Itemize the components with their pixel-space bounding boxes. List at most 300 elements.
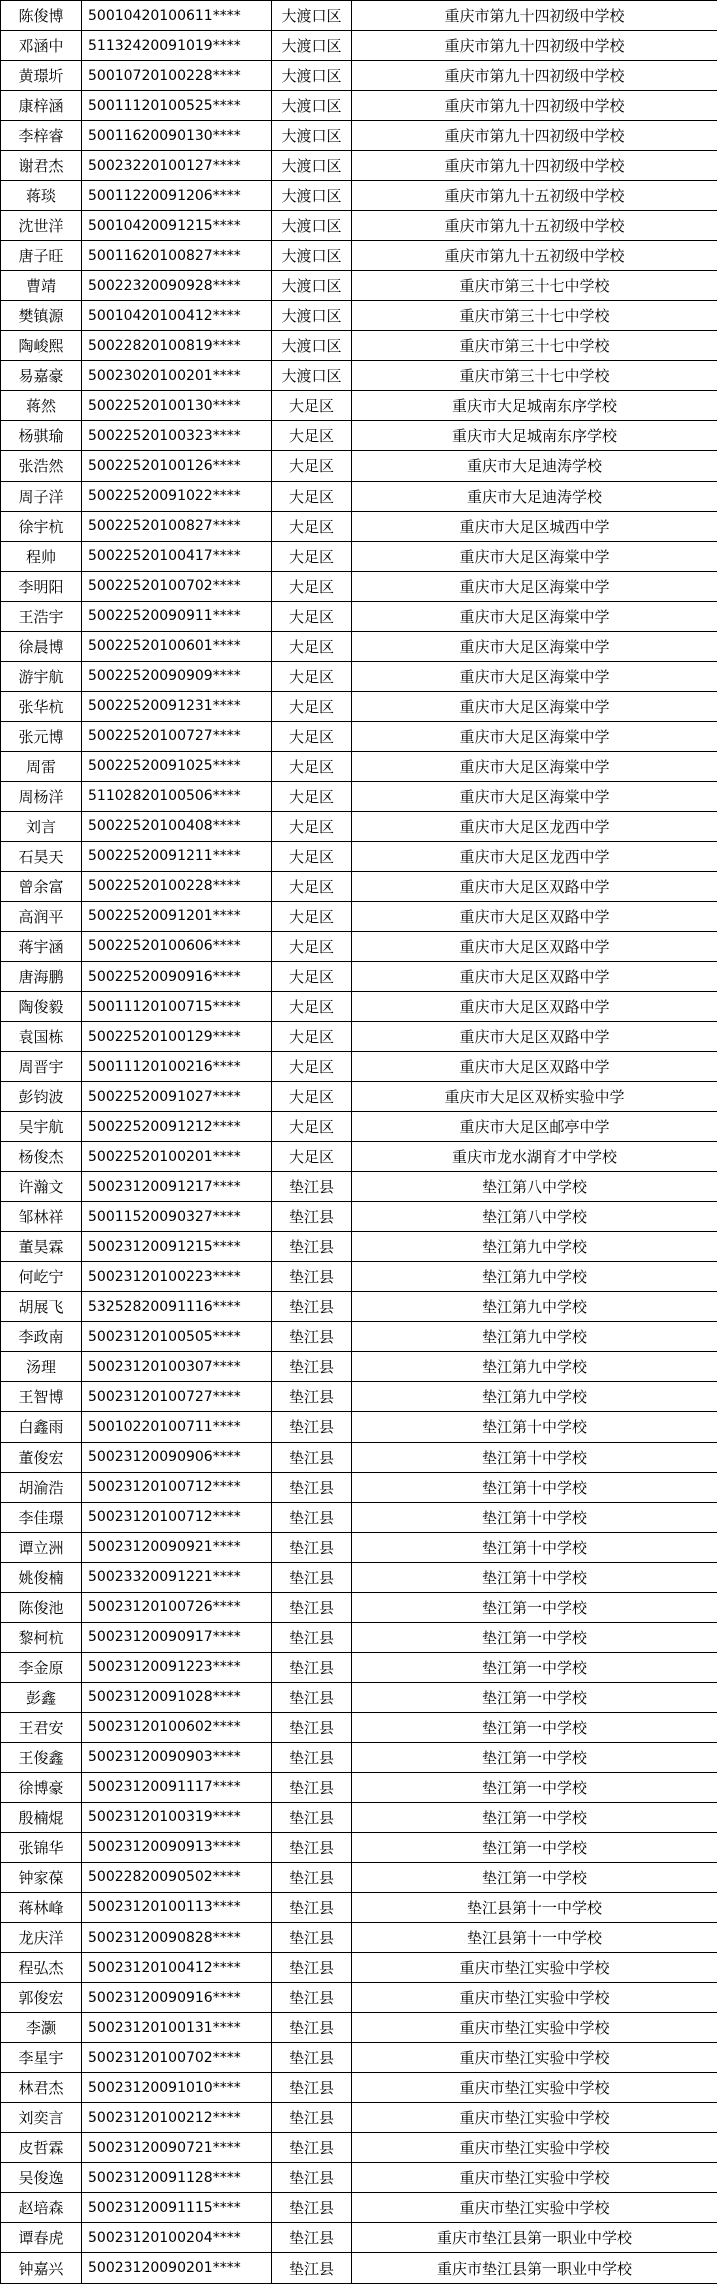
- school-cell: 重庆市大足迪涛学校: [352, 481, 717, 511]
- school-cell: 垫江第九中学校: [352, 1292, 717, 1322]
- district-cell: 大足区: [272, 691, 352, 721]
- table-row: [1, 511, 717, 541]
- table-row: [1, 1742, 717, 1772]
- student-name-cell: 周晋宇: [1, 1052, 82, 1082]
- student-name-cell: 高润平: [1, 901, 82, 931]
- school-cell: 重庆市大足城南东序学校: [352, 391, 717, 421]
- table-row: [1, 571, 717, 601]
- id-number-cell: 50010420100412****: [82, 301, 272, 331]
- school-cell: 重庆市大足区海棠中学: [352, 601, 717, 631]
- table-row: [1, 1412, 717, 1442]
- school-cell: 重庆市垫江县第一职业中学校: [352, 2253, 717, 2284]
- table-row: [1, 1142, 717, 1172]
- school-cell: 重庆市垫江实验中学校: [352, 2013, 717, 2043]
- student-name-cell: 陈俊池: [1, 1592, 82, 1622]
- school-cell: 垫江第一中学校: [352, 1652, 717, 1682]
- district-cell: 大渡口区: [272, 211, 352, 241]
- id-number-cell: 50011620090130****: [82, 121, 272, 151]
- id-number-cell: 50023120090903****: [82, 1742, 272, 1772]
- student-name-cell: 李灏: [1, 2013, 82, 2043]
- student-name-cell: 蒋宇涵: [1, 931, 82, 961]
- school-cell: 重庆市大足区海棠中学: [352, 571, 717, 601]
- id-number-cell: 50023120100307****: [82, 1352, 272, 1382]
- district-cell: 垫江县: [272, 1382, 352, 1412]
- school-cell: 重庆市大足区双路中学: [352, 1022, 717, 1052]
- student-name-cell: 程帅: [1, 541, 82, 571]
- district-cell: 大足区: [272, 901, 352, 931]
- school-cell: 重庆市第九十五初级中学校: [352, 241, 717, 271]
- id-number-cell: 50023120100223****: [82, 1262, 272, 1292]
- school-cell: 重庆市第九十四初级中学校: [352, 121, 717, 151]
- school-cell: 重庆市大足区海棠中学: [352, 691, 717, 721]
- table-row: [1, 1923, 717, 1953]
- school-cell: 重庆市第九十四初级中学校: [352, 61, 717, 91]
- school-cell: 重庆市大足区双路中学: [352, 1052, 717, 1082]
- school-cell: 垫江第十中学校: [352, 1442, 717, 1472]
- school-cell: 重庆市垫江实验中学校: [352, 1953, 717, 1983]
- school-cell: 重庆市大足区海棠中学: [352, 721, 717, 751]
- district-cell: 大足区: [272, 1112, 352, 1142]
- id-number-cell: 50022520100201****: [82, 1142, 272, 1172]
- table-row: [1, 1712, 717, 1742]
- id-number-cell: 50011120100216****: [82, 1052, 272, 1082]
- table-row: [1, 271, 717, 301]
- id-number-cell: 50023220100127****: [82, 151, 272, 181]
- id-number-cell: 50022520100323****: [82, 421, 272, 451]
- school-cell: 重庆市大足迪涛学校: [352, 451, 717, 481]
- student-name-cell: 沈世洋: [1, 211, 82, 241]
- table-row: [1, 1802, 717, 1832]
- student-name-cell: 彭鑫: [1, 1682, 82, 1712]
- school-cell: 重庆市垫江实验中学校: [352, 2073, 717, 2103]
- student-name-cell: 谭春虎: [1, 2223, 82, 2253]
- table-row: [1, 631, 717, 661]
- student-name-cell: 蒋琰: [1, 181, 82, 211]
- id-number-cell: 50023120091215****: [82, 1232, 272, 1262]
- student-name-cell: 程弘杰: [1, 1953, 82, 1983]
- table-row: [1, 2163, 717, 2193]
- id-number-cell: 50023120100412****: [82, 1953, 272, 1983]
- table-row: [1, 2253, 717, 2284]
- id-number-cell: 50022520091211****: [82, 841, 272, 871]
- id-number-cell: 50023120100712****: [82, 1472, 272, 1502]
- school-cell: 垫江第十中学校: [352, 1472, 717, 1502]
- table-row: [1, 121, 717, 151]
- student-name-cell: 邹林祥: [1, 1202, 82, 1232]
- table-row: [1, 781, 717, 811]
- student-name-cell: 易嘉豪: [1, 361, 82, 391]
- school-cell: 重庆市大足区双路中学: [352, 871, 717, 901]
- student-name-cell: 樊镇源: [1, 301, 82, 331]
- district-cell: 垫江县: [272, 1862, 352, 1892]
- id-number-cell: 50010220100711****: [82, 1412, 272, 1442]
- district-cell: 垫江县: [272, 2163, 352, 2193]
- district-cell: 大足区: [272, 992, 352, 1022]
- school-cell: 重庆市大足城南东序学校: [352, 421, 717, 451]
- table-row: [1, 1472, 717, 1502]
- id-number-cell: 50023120091217****: [82, 1172, 272, 1202]
- table-row: [1, 1322, 717, 1352]
- district-cell: 大足区: [272, 811, 352, 841]
- table-row: [1, 1052, 717, 1082]
- table-row: [1, 1352, 717, 1382]
- school-cell: 重庆市垫江县第一职业中学校: [352, 2223, 717, 2253]
- district-cell: 大渡口区: [272, 31, 352, 61]
- id-number-cell: 50022520100727****: [82, 721, 272, 751]
- id-number-cell: 50023120090828****: [82, 1923, 272, 1953]
- district-cell: 垫江县: [272, 1202, 352, 1232]
- district-cell: 大足区: [272, 571, 352, 601]
- student-name-cell: 李明阳: [1, 571, 82, 601]
- table-row: [1, 841, 717, 871]
- district-cell: 垫江县: [272, 1442, 352, 1472]
- student-name-cell: 周杨洋: [1, 781, 82, 811]
- school-cell: 重庆市垫江实验中学校: [352, 2133, 717, 2163]
- id-number-cell: 50022520100228****: [82, 871, 272, 901]
- district-cell: 大足区: [272, 631, 352, 661]
- id-number-cell: 50023120091010****: [82, 2073, 272, 2103]
- student-name-cell: 张元博: [1, 721, 82, 751]
- district-cell: 大渡口区: [272, 1, 352, 31]
- school-cell: 垫江第一中学校: [352, 1802, 717, 1832]
- school-cell: 垫江第一中学校: [352, 1772, 717, 1802]
- district-cell: 大渡口区: [272, 181, 352, 211]
- id-number-cell: 50011120100525****: [82, 91, 272, 121]
- student-name-cell: 钟嘉兴: [1, 2253, 82, 2284]
- school-cell: 重庆市第九十四初级中学校: [352, 151, 717, 181]
- school-cell: 重庆市第九十四初级中学校: [352, 1, 717, 31]
- student-name-cell: 蒋然: [1, 391, 82, 421]
- school-cell: 重庆市大足区海棠中学: [352, 661, 717, 691]
- school-cell: 重庆市大足区龙西中学: [352, 811, 717, 841]
- school-cell: 重庆市大足区海棠中学: [352, 781, 717, 811]
- id-number-cell: 51132420091019****: [82, 31, 272, 61]
- district-cell: 大足区: [272, 511, 352, 541]
- table-row: [1, 1442, 717, 1472]
- school-cell: 垫江第九中学校: [352, 1352, 717, 1382]
- district-cell: 大渡口区: [272, 361, 352, 391]
- table-row: [1, 1202, 717, 1232]
- school-cell: 重庆市大足区城西中学: [352, 511, 717, 541]
- id-number-cell: 50022820100819****: [82, 331, 272, 361]
- student-name-cell: 彭钧波: [1, 1082, 82, 1112]
- table-row: [1, 1622, 717, 1652]
- school-cell: 重庆市第三十七中学校: [352, 361, 717, 391]
- student-name-cell: 董俊宏: [1, 1442, 82, 1472]
- student-name-cell: 陶俊毅: [1, 992, 82, 1022]
- student-name-cell: 姚俊楠: [1, 1562, 82, 1592]
- id-number-cell: 51102820100506****: [82, 781, 272, 811]
- district-cell: 大足区: [272, 871, 352, 901]
- district-cell: 垫江县: [272, 1682, 352, 1712]
- table-row: [1, 1022, 717, 1052]
- id-number-cell: 50023120100702****: [82, 2043, 272, 2073]
- school-cell: 重庆市第九十五初级中学校: [352, 181, 717, 211]
- table-row: [1, 1082, 717, 1112]
- district-cell: 大足区: [272, 601, 352, 631]
- school-cell: 重庆市大足区邮亭中学: [352, 1112, 717, 1142]
- district-cell: 大足区: [272, 841, 352, 871]
- id-number-cell: 50023120100505****: [82, 1322, 272, 1352]
- id-number-cell: 50022520090909****: [82, 661, 272, 691]
- district-cell: 大足区: [272, 931, 352, 961]
- student-name-cell: 石昊天: [1, 841, 82, 871]
- student-name-cell: 郭俊宏: [1, 1983, 82, 2013]
- district-cell: 大渡口区: [272, 121, 352, 151]
- table-row: [1, 1772, 717, 1802]
- id-number-cell: 50022520090916****: [82, 962, 272, 992]
- id-number-cell: 50023120100131****: [82, 2013, 272, 2043]
- student-name-cell: 杨俊杰: [1, 1142, 82, 1172]
- student-name-cell: 蒋林峰: [1, 1892, 82, 1922]
- table-row: [1, 2133, 717, 2163]
- school-cell: 重庆市大足区海棠中学: [352, 541, 717, 571]
- student-name-cell: 张华杭: [1, 691, 82, 721]
- id-number-cell: 50022820090502****: [82, 1862, 272, 1892]
- id-number-cell: 50022520100130****: [82, 391, 272, 421]
- school-cell: 垫江第十中学校: [352, 1532, 717, 1562]
- id-number-cell: 50022520091025****: [82, 751, 272, 781]
- table-row: [1, 181, 717, 211]
- table-row: [1, 992, 717, 1022]
- table-row: [1, 2073, 717, 2103]
- district-cell: 垫江县: [272, 1352, 352, 1382]
- district-cell: 垫江县: [272, 1412, 352, 1442]
- student-name-cell: 陈俊博: [1, 1, 82, 31]
- table-row: [1, 962, 717, 992]
- district-cell: 垫江县: [272, 1772, 352, 1802]
- student-name-cell: 李佳璟: [1, 1502, 82, 1532]
- school-cell: 垫江第九中学校: [352, 1232, 717, 1262]
- school-cell: 垫江第一中学校: [352, 1622, 717, 1652]
- school-cell: 垫江第一中学校: [352, 1832, 717, 1862]
- student-name-cell: 殷楠焜: [1, 1802, 82, 1832]
- district-cell: 大渡口区: [272, 151, 352, 181]
- district-cell: 垫江县: [272, 1983, 352, 2013]
- student-name-cell: 龙庆洋: [1, 1923, 82, 1953]
- table-row: [1, 451, 717, 481]
- district-cell: 大足区: [272, 781, 352, 811]
- student-name-cell: 曹靖: [1, 271, 82, 301]
- id-number-cell: 50023120090913****: [82, 1832, 272, 1862]
- student-name-cell: 胡渝浩: [1, 1472, 82, 1502]
- student-table-body: [1, 1, 717, 2284]
- student-name-cell: 吴宇航: [1, 1112, 82, 1142]
- district-cell: 垫江县: [272, 1292, 352, 1322]
- student-name-cell: 周雷: [1, 751, 82, 781]
- district-cell: 垫江县: [272, 1832, 352, 1862]
- school-cell: 重庆市第九十四初级中学校: [352, 31, 717, 61]
- id-number-cell: 50011120100715****: [82, 992, 272, 1022]
- school-cell: 重庆市大足区海棠中学: [352, 631, 717, 661]
- id-number-cell: 50023120091117****: [82, 1772, 272, 1802]
- school-cell: 重庆市第九十五初级中学校: [352, 211, 717, 241]
- school-cell: 重庆市垫江实验中学校: [352, 2163, 717, 2193]
- district-cell: 垫江县: [272, 2223, 352, 2253]
- table-row: [1, 1382, 717, 1412]
- student-name-cell: 陶峻熙: [1, 331, 82, 361]
- id-number-cell: 50022520091212****: [82, 1112, 272, 1142]
- student-name-cell: 王君安: [1, 1712, 82, 1742]
- district-cell: 大足区: [272, 481, 352, 511]
- student-name-cell: 刘言: [1, 811, 82, 841]
- school-cell: 重庆市第三十七中学校: [352, 331, 717, 361]
- table-row: [1, 601, 717, 631]
- school-cell: 重庆市大足区双路中学: [352, 962, 717, 992]
- id-number-cell: 50023120090916****: [82, 1983, 272, 2013]
- table-row: [1, 871, 717, 901]
- student-name-cell: 曾余富: [1, 871, 82, 901]
- student-name-cell: 黎柯杭: [1, 1622, 82, 1652]
- student-name-cell: 汤理: [1, 1352, 82, 1382]
- student-name-cell: 李星宇: [1, 2043, 82, 2073]
- table-row: [1, 1172, 717, 1202]
- table-row: [1, 1262, 717, 1292]
- school-cell: 垫江县第十一中学校: [352, 1923, 717, 1953]
- student-name-cell: 黄璟圻: [1, 61, 82, 91]
- student-name-cell: 王俊鑫: [1, 1742, 82, 1772]
- student-name-cell: 徐晨博: [1, 631, 82, 661]
- district-cell: 垫江县: [272, 1232, 352, 1262]
- id-number-cell: 50023120100727****: [82, 1382, 272, 1412]
- id-number-cell: 50022520100827****: [82, 511, 272, 541]
- id-number-cell: 50011620100827****: [82, 241, 272, 271]
- table-row: [1, 1532, 717, 1562]
- student-name-cell: 周子洋: [1, 481, 82, 511]
- table-row: [1, 1502, 717, 1532]
- id-number-cell: 50023120100113****: [82, 1892, 272, 1922]
- table-row: [1, 1983, 717, 2013]
- school-cell: 垫江第十中学校: [352, 1502, 717, 1532]
- student-name-cell: 白鑫雨: [1, 1412, 82, 1442]
- student-name-cell: 游宇航: [1, 661, 82, 691]
- table-row: [1, 2043, 717, 2073]
- table-row: [1, 61, 717, 91]
- table-row: [1, 2223, 717, 2253]
- table-row: [1, 751, 717, 781]
- table-row: [1, 2103, 717, 2133]
- school-cell: 垫江县第十一中学校: [352, 1892, 717, 1922]
- district-cell: 大渡口区: [272, 301, 352, 331]
- table-row: [1, 1562, 717, 1592]
- school-cell: 重庆市垫江实验中学校: [352, 2193, 717, 2223]
- id-number-cell: 50022520100408****: [82, 811, 272, 841]
- district-cell: 垫江县: [272, 2013, 352, 2043]
- student-name-cell: 袁国栋: [1, 1022, 82, 1052]
- table-row: [1, 481, 717, 511]
- school-cell: 重庆市大足区双路中学: [352, 931, 717, 961]
- table-row: [1, 2193, 717, 2223]
- student-name-cell: 刘奕言: [1, 2103, 82, 2133]
- student-name-cell: 王浩宇: [1, 601, 82, 631]
- id-number-cell: 50023120090917****: [82, 1622, 272, 1652]
- school-cell: 垫江第八中学校: [352, 1172, 717, 1202]
- id-number-cell: 50022520091231****: [82, 691, 272, 721]
- id-number-cell: 50010720100228****: [82, 61, 272, 91]
- table-row: [1, 2013, 717, 2043]
- district-cell: 大渡口区: [272, 241, 352, 271]
- student-name-cell: 许瀚文: [1, 1172, 82, 1202]
- district-cell: 垫江县: [272, 1923, 352, 1953]
- student-name-cell: 何屹宁: [1, 1262, 82, 1292]
- district-cell: 垫江县: [272, 2073, 352, 2103]
- district-cell: 垫江县: [272, 1953, 352, 1983]
- id-number-cell: 50022520100417****: [82, 541, 272, 571]
- id-number-cell: 50022520100129****: [82, 1022, 272, 1052]
- table-row: [1, 31, 717, 61]
- id-number-cell: 50022520091027****: [82, 1082, 272, 1112]
- id-number-cell: 50022520100601****: [82, 631, 272, 661]
- district-cell: 垫江县: [272, 1562, 352, 1592]
- district-cell: 垫江县: [272, 1322, 352, 1352]
- district-cell: 垫江县: [272, 1712, 352, 1742]
- district-cell: 大渡口区: [272, 331, 352, 361]
- id-number-cell: 50023120100204****: [82, 2223, 272, 2253]
- table-row: [1, 421, 717, 451]
- student-name-cell: 唐海鹏: [1, 962, 82, 992]
- district-cell: 垫江县: [272, 1802, 352, 1832]
- table-row: [1, 1292, 717, 1322]
- table-row: [1, 1, 717, 31]
- student-name-cell: 徐宇杭: [1, 511, 82, 541]
- table-row: [1, 91, 717, 121]
- table-row: [1, 811, 717, 841]
- district-cell: 垫江县: [272, 2043, 352, 2073]
- id-number-cell: 50023020100201****: [82, 361, 272, 391]
- table-row: [1, 241, 717, 271]
- id-number-cell: 53252820091116****: [82, 1292, 272, 1322]
- id-number-cell: 50023120091128****: [82, 2163, 272, 2193]
- school-cell: 重庆市垫江实验中学校: [352, 2043, 717, 2073]
- school-cell: 重庆市大足区龙西中学: [352, 841, 717, 871]
- student-name-cell: 胡展飞: [1, 1292, 82, 1322]
- id-number-cell: 50010420100611****: [82, 1, 272, 31]
- district-cell: 大足区: [272, 962, 352, 992]
- table-row: [1, 1112, 717, 1142]
- school-cell: 重庆市大足区双桥实验中学: [352, 1082, 717, 1112]
- id-number-cell: 50023320091221****: [82, 1562, 272, 1592]
- district-cell: 垫江县: [272, 1172, 352, 1202]
- district-cell: 垫江县: [272, 1622, 352, 1652]
- district-cell: 垫江县: [272, 1652, 352, 1682]
- school-cell: 重庆市第三十七中学校: [352, 301, 717, 331]
- table-row: [1, 151, 717, 181]
- id-number-cell: 50022520091022****: [82, 481, 272, 511]
- id-number-cell: 50022320090928****: [82, 271, 272, 301]
- district-cell: 垫江县: [272, 2133, 352, 2163]
- table-row: [1, 541, 717, 571]
- table-row: [1, 211, 717, 241]
- district-cell: 垫江县: [272, 1892, 352, 1922]
- id-number-cell: 50022520091201****: [82, 901, 272, 931]
- id-number-cell: 50010420091215****: [82, 211, 272, 241]
- id-number-cell: 50023120091028****: [82, 1682, 272, 1712]
- district-cell: 大足区: [272, 1022, 352, 1052]
- table-row: [1, 1862, 717, 1892]
- school-cell: 垫江第一中学校: [352, 1712, 717, 1742]
- student-name-cell: 吴俊逸: [1, 2163, 82, 2193]
- student-name-cell: 钟家葆: [1, 1862, 82, 1892]
- id-number-cell: 50023120091223****: [82, 1652, 272, 1682]
- school-cell: 重庆市大足区双路中学: [352, 901, 717, 931]
- id-number-cell: 50023120090201****: [82, 2253, 272, 2284]
- table-row: [1, 1892, 717, 1922]
- student-name-cell: 邓涵中: [1, 31, 82, 61]
- student-name-cell: 唐子旺: [1, 241, 82, 271]
- id-number-cell: 50011220091206****: [82, 181, 272, 211]
- school-cell: 垫江第九中学校: [352, 1322, 717, 1352]
- student-name-cell: 李政南: [1, 1322, 82, 1352]
